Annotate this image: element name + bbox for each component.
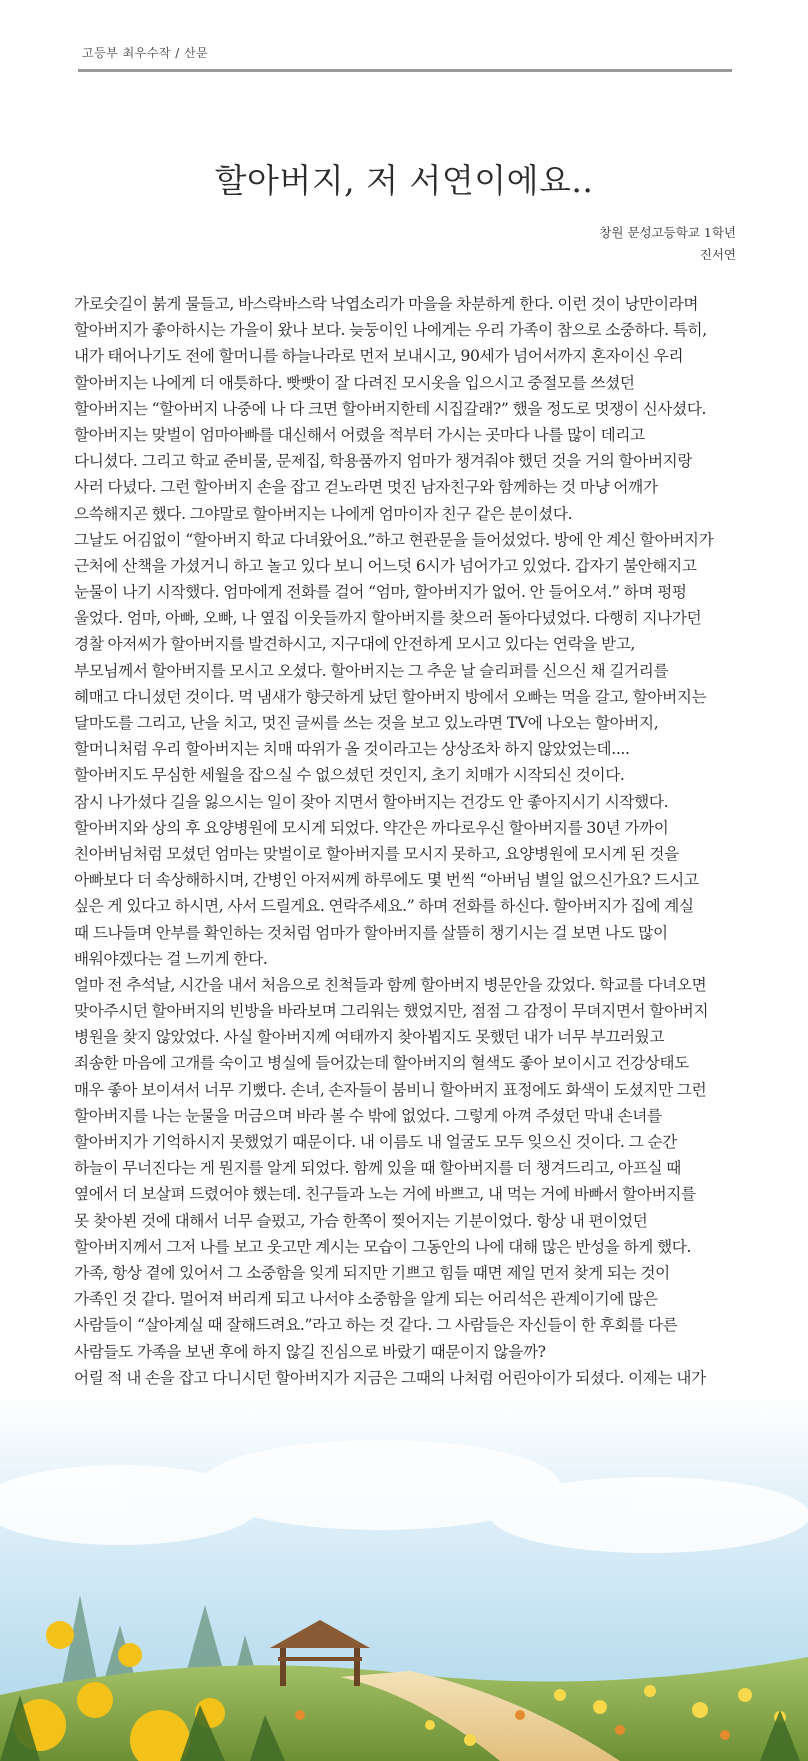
section-category: 고등부 최우수작 / 산문 <box>82 46 209 60</box>
article-body <box>74 291 752 1496</box>
body-line: 아빠보다 더 속상해하시며, 간병인 아저씨께 하루에도 몇 번씩 “아버님 별일 없으신가요? 드시고 <box>74 871 699 890</box>
body-line: 다니셨다. 그리고 학교 준비물, 문제집, 학용품까지 엄마가 챙겨줘야 했던 것을 거의 할아버지랑 <box>74 452 693 471</box>
body-line: 어릴 적 내 손을 잡고 다니시던 할아버지가 지금은 그때의 나처럼 어린아이가 되셨다. 이제는 내가 <box>74 1368 706 1387</box>
body-line: 할아버지는 “할아버지 나중에 나 다 크면 할아버지한테 시집갈래?” 했을 정도로 멋쟁이 신사셨다. <box>74 399 707 418</box>
author-school: 창원 문성고등학교 1학년 <box>599 225 736 240</box>
body-line: 병원을 찾지 않았었다. 사실 할아버지께 여태까지 찾아뵙지도 못했던 내가 너무 부끄러웠고 <box>74 1028 665 1047</box>
body-line: 할아버지와 상의 후 요양병원에 모시게 되었다. 약간은 까다로우신 할아버지를 30년 가까이 <box>74 818 669 837</box>
body-line: 친아버님처럼 모셨던 엄마는 맞벌이로 할아버지를 모시지 못하고, 요양병원에 모시게 된 것을 <box>74 844 679 863</box>
body-line: 할아버지께서 그저 나를 보고 웃고만 계시는 모습이 그동안의 나에 대해 많은 반성을 하게 했다. <box>74 1237 692 1256</box>
body-line: 사람들이 “살아계실 때 잘해드려요.”라고 하는 것 같다. 그 사람들은 자신들이 한 후회를 다른 <box>74 1316 678 1335</box>
body-line: 달마도를 그리고, 난을 치고, 멋진 글씨를 쓰는 것을 보고 있노라면 TV에 나오는 할아버지, <box>74 714 659 732</box>
body-line: 할아버지도 무심한 세월을 잡으실 수 없으셨던 것인지, 초기 치매가 시작되신 것이다. <box>74 766 625 785</box>
body-line: 내가 태어나기도 전에 할머니를 하늘나라로 먼저 보내시고, 90세가 넘어서까지 혼자이신 우리 <box>74 347 684 366</box>
body-line: 얼마 전 추석날, 시간을 내서 처음으로 친척들과 함께 할아버지 병문안을 갔었다. 학교를 다녀오면 <box>74 975 707 994</box>
body-line: 배워야겠다는 걸 느끼게 한다. <box>74 949 268 968</box>
body-line: 때 드나들며 안부를 확인하는 것처럼 엄마가 할아버지를 살뜰히 챙기시는 걸 보면 나도 많이 <box>74 923 668 942</box>
body-line: 하늘이 무너진다는 게 뭔지를 알게 되었다. 함께 있을 때 할아버지를 더 챙겨드리고, 아프실 때 <box>74 1159 682 1178</box>
body-line: 할아버지가 좋아하시는 가을이 왔나 보다. 늦둥이인 나에게는 우리 가족이 참으로 소중하다. 특히, <box>74 321 707 340</box>
body-line: 사람들도 가족을 보낸 후에 하지 않길 진심으로 바랐기 때문이지 않을까? <box>74 1342 546 1361</box>
body-line: 그날도 어김없이 “할아버지 학교 다녀왔어요.”하고 현관문을 들어섰었다. 방에 안 계신 할아버지가 <box>74 530 714 549</box>
body-line: 경찰 아저씨가 할아버지를 발견하시고, 지구대에 안전하게 모시고 있다는 연락을 받고, <box>74 635 636 654</box>
body-line: 할아버지는 나에게 더 애틋하다. 빳빳이 잘 다려진 모시옷을 입으시고 중절모를 쓰셨던 <box>74 373 635 392</box>
body-line: 할머니처럼 우리 할아버지는 치매 따위가 올 것이라고는 상상조차 하지 않았었는데.... <box>74 740 630 759</box>
body-line: 근처에 산책을 가셨거니 하고 놀고 있다 보니 어느덧 6시가 넘어가고 있었다. 갑자기 불안해지고 <box>74 556 697 575</box>
landscape-illustration <box>0 1395 808 1761</box>
body-line: 할아버지가 기억하시지 못했었기 때문이다. 내 이름도 내 얼굴도 모두 잊으신 것이다. 그 순간 <box>74 1133 677 1151</box>
body-line: 못 찾아뵌 것에 대해서 너무 슬펐고, 가슴 한쪽이 찢어지는 기분이었다. 항상 내 편이었던 <box>74 1211 648 1230</box>
body-line: 잠시 나가셨다 길을 잃으시는 일이 잦아 지면서 할아버지는 건강도 안 좋아지시기 시작했다. <box>74 792 669 811</box>
author-block <box>599 222 736 266</box>
author-name: 진서연 <box>699 247 736 262</box>
header-divider <box>78 69 732 72</box>
body-line: 매우 좋아 보이셔서 너무 기뻤다. 손녀, 손자들이 붐비니 할아버지 표정에도 화색이 도셨지만 그런 <box>74 1080 707 1099</box>
body-line: 사러 다녔다. 그런 할아버지 손을 잡고 걷노라면 멋진 남자친구와 함께하는 것 마냥 어깨가 <box>74 478 658 497</box>
body-line: 죄송한 마음에 고개를 숙이고 병실에 들어갔는데 할아버지의 혈색도 좋아 보이시고 건강상태도 <box>74 1054 689 1073</box>
body-line: 맞아주시던 할아버지의 빈방을 바라보며 그리워는 했었지만, 점점 그 감정이 무뎌지면서 할아버지 <box>74 1002 709 1021</box>
body-line: 으쓱해지곤 했다. 그야말로 할아버지는 나에게 엄마이자 친구 같은 분이셨다. <box>74 504 573 523</box>
body-line: 부모님께서 할아버지를 모시고 오셨다. 할아버지는 그 추운 날 슬리퍼를 신으신 채 길거리를 <box>74 661 669 680</box>
body-line: 옆에서 더 보살펴 드렸어야 했는데. 친구들과 노는 거에 바쁘고, 내 먹는 거에 바빠서 할아버지를 <box>74 1185 696 1204</box>
body-line: 할아버지는 맞벌이 엄마아빠를 대신해서 어렸을 적부터 가시는 곳마다 나를 많이 데리고 <box>74 425 645 444</box>
body-line: 가족, 항상 곁에 있어서 그 소중함을 잊게 되지만 기쁘고 힘들 때면 제일 먼저 찾게 되는 것이 <box>74 1263 670 1282</box>
body-line: 가족인 것 같다. 멀어져 버리게 되고 나서야 소중함을 알게 되는 어리석은 관계이기에 많은 <box>74 1290 658 1309</box>
body-line: 눈물이 나기 시작했다. 엄마에게 전화를 걸어 “엄마, 할아버지가 없어. 안 들어오셔.” 하며 펑펑 <box>74 583 687 602</box>
body-line: 헤매고 다니셨던 것이다. 먹 냄새가 향긋하게 났던 할아버지 방에서 오빠는 먹을 갈고, 할아버지는 <box>74 687 707 706</box>
body-line: 가로숫길이 붉게 물들고, 바스락바스락 낙엽소리가 마을을 차분하게 한다. 이런 것이 낭만이라며 <box>74 295 699 313</box>
body-line: 할아버지를 나는 눈물을 머금으며 바라 볼 수 밖에 없었다. 그렇게 아껴 주셨던 막내 손녀를 <box>74 1106 662 1125</box>
body-line: 싶은 게 있다고 하시면, 사서 드릴게요. 연락주세요.” 하며 전화를 하신다. 할아버지가 집에 계실 <box>74 897 694 916</box>
body-line: 울었다. 엄마, 아빠, 오빠, 나 옆집 이웃들까지 할아버지를 찾으러 돌아다녔었다. 다행히 지나가던 <box>74 609 702 628</box>
article-title: 할아버지, 저 서연이에요.. <box>214 161 594 201</box>
